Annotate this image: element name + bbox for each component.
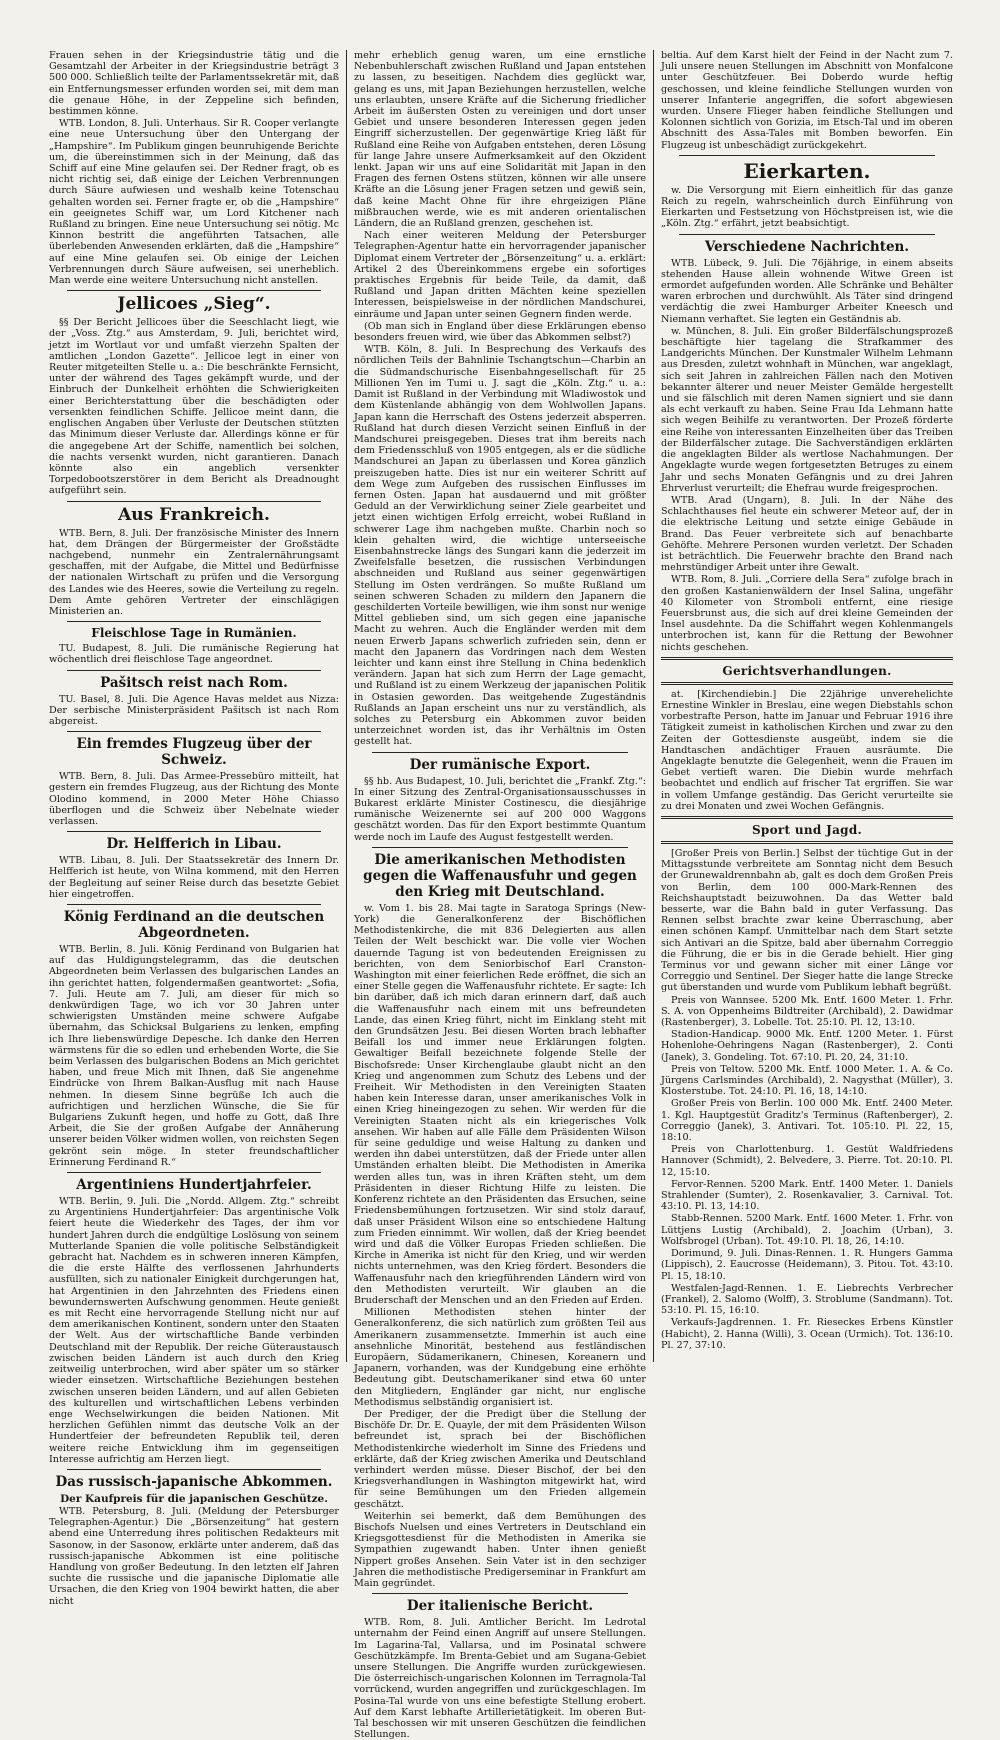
headline-sport: Sport und Jagd. — [751, 822, 863, 837]
headline-methodisten: Die amerikanischen Methodisten gegen die Waffenausfuhr und gegen den Krieg mit Deutschland. — [363, 851, 637, 900]
divider — [67, 731, 321, 732]
column-2 — [346, 50, 653, 1740]
article-paragraph: TU. Basel, 8. Juli. Die Agence Havas meldet aus Nizza: Der serbische Ministerpräsident Pašitsch ist nach Rom abgereist. — [49, 693, 339, 727]
article-paragraph: WTB. Bern, 8. Juli. Der französische Minister des Innern hat, dem Drängen der Bürgermeister der Großstädte nachgebend, nunmehr ein Zentralernährungsamt geschaffen, mit der Aufgabe, die Mittel und Bedürfnisse der nationalen Wirtschaft zu prüfen und die Versorgung des Landes wie des Heeres, sowie die Verteilung zu regeln. Dem Amte gehören Vertreter der einschlägigen Ministerien an. — [49, 527, 339, 617]
article-paragraph: (Ob man sich in England über diese Erklärungen ebenso besonders freuen wird, wie über das Abkommen selbst?) — [354, 320, 646, 344]
article-paragraph: WTB. Lübeck, 9. Juli. Die 76jährige, in einem abseits stehenden Hause allein wohnende Witwe Green ist ermordet aufgefunden worden. Alle Schränke und Behälter waren erbrochen und durchwühlt. Als Täter sind dringend verdächtig die zwei Hamburger Arbeiter Kneesch und Niemann verhaftet. Sie legten ein Geständnis ab. — [661, 257, 953, 325]
article-paragraph: TU. Budapest, 8. Juli. Die rumänische Regierung hat wöchentlich drei fleischlose Tage angeordnet. — [49, 643, 339, 666]
headline-pasitsch: Pašitsch reist nach Rom. — [100, 674, 288, 691]
race-result: Stadion-Handicap. 9000 Mk. Entf. 1200 Meter. 1. Fürst Hohenlohe-Oehringens Nagan (Rastenberger), 2. Conti (Janek), 3. Gondeling. Tot. 67:10. Pl. 20, 24, 31:10. — [661, 1029, 953, 1063]
article-paragraph: WTB. Köln, 8. Juli. In Besprechung des Verkaufs des nördlichen Teils der Bahnlinie Tschangtschun—Charbin an die Südmandschurische Eisenbahngesellschaft für 25 Millionen Yen im Tumi u. J. sagt die „Köln. Ztg.“ u. a.: Damit ist Rußland in der Verbindung mit Wladiwostok und dem Küstenlande abhängig von dem Wohlwollen Japans. Japan kann die Herrschaft des Ostens jederzeit absperren. Rußland hat durch diesen Verzicht seinen Einfluß in der Mandschurei preisgegeben. Dieses trat ihm bereits nach dem Friedensschluß von 1905 entgegen, als er die südliche Mandschurei an Japan zu überlassen und Korea gänzlich preiszugeben hatte. Dies ist nur ein weiterer Schritt auf dem Wege zum Aufgeben des russischen Einflusses im fernen Osten. Japan hat ausdauernd und mit größter Geduld an der Verwirklichung seiner Ziele gearbeitet und jetzt einen wichtigen Erfolg erreicht, wobei Rußland in schwerer Lage ihm nachgeben mußte. Charbin noch so klein gehalten wird, die wichtige unterseeische Eisenbahnstrecke längs des Sungari kann die jederzeit im Zweifelsfalle besetzen, die russischen Verbindungen abschneiden und Rußland aus seiner gegenwärtigen Stellung im Osten verdrängen. So mußte Rußland um seinen schweren Schaden zu mildern den Japanern die geschilderten Vorteile bewilligen, wie ihm sonst nur wenige Mittel geblieben sind, um sich gegen eine japanische Macht zu wehren. Auch die Engländer werden mit dem neuen Erwerb Japans schwerlich zufrieden sein, denn er macht den Japanern das Vordringen nach dem Westen leichter und kann einst ihre Stellung in China bedenklich verändern. Japan hat sich zum Herrn der Lage gemacht, und Rußland ist zu einem Werkzeug der japanischen Politik in Ostasien geworden. Das weitgehende Zugeständnis Rußlands an Japan erscheint uns nur zu verständlich, als solches zu Petersburg ein Abkommen zuvor beiden unterzeichnet worden ist, das ihr Verhältnis im Osten gestellt hat. — [354, 344, 646, 748]
headline-rumaenien: Fleischlose Tage in Rumänien. — [91, 626, 297, 641]
race-result: Fervor-Rennen. 5200 Mark. Entf. 1400 Meter. 1. Daniels Strahlender (Sumter), 2. Rosenkavalier, 3. Carnival. Tot. 43:10. Pl. 13, 14:10. — [661, 1178, 953, 1213]
headline-ferdinand: König Ferdinand an die deutschen Abgeordneten. — [63, 908, 325, 941]
article-paragraph: w. München, 8. Juli. Ein großer Bilderfälschungsprozeß beschäftigte hier tagelang die Strafkammer des Landgerichts München. Der Kunstmaler Wilhelm Lehmann aus Dresden, zuletzt wohnhaft in München, war angeklagt, sich seit Jahren in zahlreichen Fällen nach den Motiven bekannter älterer und neuer Meister Gemälde hergestellt und sie fälschlich mit deren Namen signiert und sie dann als echt verkauft zu haben. Seine Frau Ida Lehmann hatte sich wegen Beihilfe zu verantworten. Der Prozeß förderte eine Reihe von interessanten Einzelheiten über das Treiben der Bilderfälscher zutage. Die Sachverständigen erklärten die angeklagten Bilder als wertlose Nachahmungen. Der Angeklagte wurde wegen fortgesetzten Betruges zu einem Jahr und sechs Monaten Gefängnis und zu drei Jahren Ehrverlust verurteilt; die Ehefrau wurde freigesprochen. — [661, 325, 953, 494]
subheadline-abkommen: Der Kaufpreis für die japanischen Geschütze. — [60, 1492, 328, 1505]
race-results — [661, 995, 953, 1351]
divider — [67, 1172, 321, 1173]
article-paragraph: Millionen Methodisten stehen hinter der Generalkonferenz, die sich natürlich zum größten Teil aus Amerikanern zusammensetzte. Immerhin ist auch eine ansehnliche Minorität, bestehend aus festländischen Europäern, Südamerikanern, Chinesen, Koreanern und Japanern, vorhanden, was der Kundgebung eine erhöhte Bedeutung gibt. Deutschamerikaner sind etwa 60 unter den Mitgliedern, Engländer gar nicht, nur englische Methodismus selbständig organisiert ist. — [354, 1307, 646, 1408]
divider — [67, 290, 321, 291]
divider — [372, 1593, 628, 1594]
article-continuation: Frauen sehen in der Kriegsindustrie tätig und die Gesamtzahl der Arbeiter in der Kriegsindustrie beträgt 3 500 000. Schließlich teilte der Parlamentssekretär mit, daß ein Entfernungsmesser erfunden worden sei, mit dem man die genaue Höhe, in der Zeppeline sich befinden, bestimmen könne. — [49, 50, 339, 118]
divider — [372, 847, 628, 848]
article-paragraph: WTB. Petersburg, 8. Juli. (Meldung der Petersburger Telegraphen-Agentur.) Die „Börsenzeitung“ hat gestern abend eine Unterredung ihres politischen Redakteurs mit Sasonow, in der Sasonow, erklärte unter anderem, daß das russisch-japanische Abkommen ist eine politische Handlung von großer Bedeutung. In den letzten elf Jahren suchte die russische und die japanische Diplomatie alle Ursachen, die den Krieg von 1904 bewirkt hatten, die aber nicht — [49, 1505, 339, 1607]
race-result: Preis von Teltow. 5200 Mk. Entf. 1000 Meter. 1. A. & Co. Jürgens Carlsmindes (Archibald), 2. Nagysthat (Müller), 3. Klosterstube. Tot. 24:10. Pl. 16, 18, 14:10. — [661, 1063, 953, 1098]
race-result: Dorimund, 9. Juli. Dinas-Rennen. 1. R. Hungers Gamma (Lippisch), 2. Eaucrosse (Heidemann), 3. Pitou. Tot. 43:10. Pl. 15, 18:10. — [661, 1248, 953, 1282]
race-result: Preis von Charlottenburg. 1. Gestüt Waldfriedens Hannover (Schmidt), 2. Belvedere, 3. Pierre. Tot. 20:10. Pl. 12, 15:10. — [661, 1144, 953, 1178]
section-divider — [661, 657, 953, 660]
race-result: Westfalen-Jagd-Rennen. 1. E. Liebrechts Verbrecher (Frankel), 2. Salomo (Wolff), 3. Stroblume (Sandmann). Tot. 53:10. Pl. 15, 16:10. — [661, 1282, 953, 1317]
headline-jellicoe: Jellicoes „Sieg“. — [117, 294, 271, 315]
race-result: Preis von Wannsee. 5200 Mk. Entf. 1600 Meter. 1. Frhr. S. A. von Oppenheims Bildtreiter (Archibald), 2. Dawidmar (Rastenberger), 3. Lobelle. Tot. 25:10. Pl. 12, 13:10. — [661, 994, 953, 1029]
divider — [67, 904, 321, 905]
article-paragraph: [Großer Preis von Berlin.] Selbst der tüchtige Gut in der Mittagsstunde verbreitete am Sonntag nicht dem Besuch der Grunewaldrennbahn ab, galt es doch dem Großen Preis von Berlin, dem 100 000-Mark-Rennen des Reichshauptstadt beizuwohnen. Da das Wetter bald besserte, war die Bahn bald in guter Verfassung. Das Rennen selbst brachte zwar keine Überraschung, aber einen schönen Kampf. Unmittelbar nach dem Start setzte sich Antivari an die Spitze, bald aber übernahm Correggio die Führung, die er bis in die Gerade behielt. Hier ging Terminus vor und gewann sicher mit einer Länge vor Correggio und Sentinel. Der Sieger hatte die lange Strecke gut überstanden und wurde vom Publikum lebhaft begrüßt. — [661, 847, 953, 994]
article-paragraph: §§ hb. Aus Budapest, 10. Juli, berichtet die „Frankf. Ztg.“: In einer Sitzung des Zentral-Organisationsausschusses in Bukarest erklärte Minister Costinescu, die diesjährige rumänische Weizenernte sei auf 200 000 Waggons geschätzt worden. Das für den Export bestimmte Quantum werde noch im Laufe des August festgestellt werden. — [354, 775, 646, 843]
article-paragraph: at. [Kirchendiebin.] Die 22jährige unverehelichte Ernestine Winkler in Breslau, eine wegen Diebstahls schon vorbestrafte Person, hatte im Januar und Februar 1916 ihre Tätigkeit zumeist in katholischen Kirchen und zwar zu den Zeiten der Gottesdienste ausgeübt, indem sie die Handtaschen andächtiger Frauen ausräumte. Die Angeklagte benutzte die Gelegenheit, wenn die Frauen im Gebet vertieft waren. Die Diebin wurde mehrfach beobachtet und endlich auf frischer Tat ergriffen. Sie war in vollem Umfange geständig. Das Gericht verurteilte sie zu drei Monaten und zwei Wochen Gefängnis. — [661, 688, 953, 812]
article-paragraph: w. Vom 1. bis 28. Mai tagte in Saratoga Springs (New-York) die Generalkonferenz der Bischöflichen Methodistenkirche, die mit 836 Delegierten aus allen Teilen der Welt beschickt war. Die volle vier Wochen dauernde Tagung ist von bedeutenden Ereignissen zu berichten, von dem Seniorbischof Earl Cranston-Washington mit einer feierlichen Rede eröffnet, die sich an einer Stelle gegen die Waffenausfuhr richtete. Er sagte: Ich bin darüber, daß ich mich daran erinnern darf, daß auch die Waffenausfuhr nach einem mit uns befreundeten Lande, das einen Krieg führt, nicht im Einklang steht mit den Grundsätzen Jesu. Bei diesen Worten brach lebhafter Beifall los und immer neue Erklärungen folgten. Gewaltiger Beifall bezeichnete folgende Stelle der Bischofsrede: Unser Kirchenglaube glaubt nicht an den Krieg und angenommen zum Schutz des Lebens und der Freiheit. Wir Methodisten in den Vereinigten Staaten haben kein Interesse daran, unser amerikanisches Volk in einen Krieg hineingezogen zu sehen. Wir werden für die Vereinigten Staaten nicht als ein kriegerisches Volk ansehen. Wir haben auf alle Fälle dem Präsidenten Wilson für seine geduldige und weise Haltung zu danken und werden ihn dabei unterstützen, daß der Friede unter allen Umständen erhalten bleibt. Die Methodisten in Amerika werden alles tun, was in ihren Kräften steht, um dem Präsidenten in dieser Richtung Hilfe zu leisten. Die Konferenz richtete an den Präsidenten das Ersuchen, seine Friedensbemühungen fortzusetzen. Wir sind stolz darauf, daß unser Präsident Wilson eine so entschiedene Haltung zum Frieden einnimmt. Wir wollen, daß der Krieg beendet wird und daß die Völker Europas Frieden schließen. Die Kirche in Amerika ist nicht für den Krieg, und wir werden nichts unternehmen, was den Krieg fördert. Besonders die Waffenausfuhr nach den kriegführenden Ländern wird von den Methodisten verurteilt. Wir glauben an die Bruderschaft der Menschen und an den Frieden auf Erden. — [354, 902, 646, 1306]
headline-nachrichten: Verschiedene Nachrichten. — [704, 238, 910, 255]
article-paragraph: WTB. Berlin, 9. Juli. Die „Nordd. Allgem. Ztg.“ schreibt zu Argentiniens Hundertjahrfeier: Das argentinische Volk feiert heute die Wiederkehr des Tages, der ihm vor hundert Jahren durch die endgültige Loslösung von seinem Mutterlande Spanien die volle politische Selbständigkeit gebracht hat. Nachdem es in schweren inneren Kämpfen, die die erste Hälfte des verflossenen Jahrhunderts ausfüllten, sich zu nationaler Einigkeit durchgerungen hat, hat Argentinien in den Jahrzehnten des Friedens einen bewundernswerten Aufschwung genommen. Heute genießt es mit Recht eine hervorragende Stellung nicht nur auf dem amerikanischen Kontinent, sondern unter den Staaten der Welt. Aus der wirtschaftliche Bande verbinden Deutschland mit der Republik. Der reiche Güteraustausch zwischen beiden Ländern ist auch durch den Krieg zeitweilig unterbrochen, wird aber später um so stärker wieder einsetzen. Wirtschaftliche Beziehungen bestehen zwischen unseren beiden Ländern, und auf allen Gebieten des kulturellen und wirtschaftlichen Lebens verbinden enge Wechselwirkungen die beiden Nationen. Mit herzlichen Gefühlen nimmt das deutsche Volk an der Hundertfeier der befreundeten Republik teil, deren weitere reiche Entwicklung ihm im gegenseitigen Interesse aufrichtig am Herzen liegt. — [49, 1196, 339, 1465]
section-divider — [661, 841, 953, 844]
headline-flugzeug: Ein fremdes Flugzeug über der Schweiz. — [76, 736, 312, 769]
headline-abkommen: Das russisch-japanische Abkommen. — [55, 1473, 333, 1490]
article-continuation: mehr erheblich genug waren, um eine ernstliche Nebenbuhlerschaft zwischen Rußland und Japan entstehen zu lassen, zu beseitigen. Nachdem dies geglückt war, gelang es uns, mit Japan Beziehungen herzustellen, welche uns erlaubten, unsere Kräfte auf die Sicherung friedlicher Arbeit im äußersten Osten zu vereinigen und dort unser Gebiet und unsere besonderen Interessen gegen jeden Eingriff sicherzustellen. Der gegenwärtige Krieg läßt für Rußland eine Reihe von Aufgaben entstehen, deren Lösung für lange Jahre unsere Aufmerksamkeit auf den Okzident lenkt. Japan wir uns auf eine Solidarität mit Japan in den Fragen des fernen Ostens stützen, können wir alle unsere Kräfte an die Lösung jener Fragen setzen und gewiß sein, daß keine Macht Ohne für ihre ehrgeizigen Pläne mißbrauchen werde, wie es mit anderen orientalischen Ländern, die an Rußland grenzen, geschehen ist. — [354, 50, 646, 230]
column-1 — [42, 50, 346, 1607]
headline-eierkarten: Eierkarten. — [743, 158, 871, 183]
article-paragraph: Der Prediger, der die Predigt über die Stellung der Bischöfe Dr. Dr. E. Quayle, der mit dem Präsidenten Wilson befreundet ist, sprach bei der Bischöflichen Methodistenkirche wiederholt im Sinne des Friedens und erklärte, daß der Krieg zwischen Amerika und Deutschland verhindert werden müsse. Dieser Bischof, der bei den Kriegsverhandlungen in Washington mitgewirkt hat, wird für seine Bemühungen um den Frieden allgemein geschätzt. — [354, 1408, 646, 1510]
divider — [67, 831, 321, 832]
section-divider — [661, 816, 953, 819]
divider — [67, 621, 321, 622]
article-paragraph: Weiterhin sei bemerkt, daß dem Bemühungen des Bischofs Nuelsen und eines Vertreters in Deutschland ein Kriegsgottesdienst für die Methodisten in Amerika sie Sympathien zugewandt haben. Unter ihnen genießt Nippert großes Ansehen. Sein Vater ist in den sechziger Jahren die methodistische Predigerseminar in Frankfurt am Main gegründet. — [354, 1510, 646, 1589]
divider — [679, 155, 935, 156]
article-paragraph: WTB. Berlin, 8. Juli. König Ferdinand von Bulgarien hat auf das Huldigungstelegramm, das die deutschen Abgeordneten beim Verlassen des bulgarischen Landes an ihn gerichtet hatten, folgendermaßen geantwortet: „Sofia, 7. Juli. Heute am 7. Juli, am dieser für mich so denkwürdigen Tage, wo ich vor 30 Jahren unter schwierigsten Umständen meine schwere Aufgabe übernahm, das Schicksal Bulgariens zu lenken, empfing ich Ihre liebenswürdige Depesche. Ich danke den Herren wärmstens für die so edlen und erhebenden Worte, die Sie beim Verlassen des bulgarischen Bodens an Mich gerichtet haben, und freue Mich mit Ihnen, daß Sie angenehme Eindrücke von Ihrem Balkan-Ausflug mit nach Hause nehmen. In diesem Sinne begrüße Ich auch die aufrichtigen und herzlichen Wünsche, die Sie für Bulgariens Zukunft hegen, und hoffe zu Gott, daß Ihre Arbeit, die Sie der großen Aufgabe der Annäherung unserer beiden Völker widmen wollen, von reichsten Segen gekrönt sein möge. In steter freundschaftlicher Erinnerung Ferdinand R.“ — [49, 943, 339, 1168]
article-paragraph: WTB. London, 8. Juli. Unterhaus. Sir R. Cooper verlangte eine neue Untersuchung über den Untergang der „Hampshire“. Im Publikum gingen beunruhigende Berichte um, die übereinstimmen sich in der Meinung, daß das Schiff auf eine Mine gelaufen sei. Der Redner fragt, ob es nicht richtig sei, daß einige der Leichen Verbrennungen durch Säure aufwiesen und weshalb keine Totenschau gehalten worden sei. Ferner fragte er, ob die „Hampshire“ ein geeignetes Schiff war, um Lord Kitchener nach Rußland zu bringen. Eine neue Untersuchung sei nötig. Mc Kinnon bestritt die angeführten Tatsachen, alle überlebenden Anwesenden erklärten, daß die „Hampshire“ auf eine Mine gelaufen sei. Ob einige der Leichen Verbrennungen durch Säure aufweisen, sei unerheblich. Man werde eine weitere Untersuchung nicht anstellen. — [49, 118, 339, 287]
article-paragraph: WTB. Arad (Ungarn), 8. Juli. In der Nähe des Schlachthauses fiel heute ein schwerer Meteor auf, der in die elektrische Leitung und setzte einige Gebäude in Brand. Das Feuer verbreitete sich auf benachbarte Gehöfte. Mehrere Personen wurden verletzt. Der Schaden ist beträchtlich. Die Feuerwehr brachte den Brand nach mehrstündiger Arbeit unter ihre Gewalt. — [661, 494, 953, 574]
article-paragraph: §§ Der Bericht Jellicoes über die Seeschlacht liegt, wie der „Voss. Ztg.“ aus Amsterdam, 9. Juli, berichtet wird, jetzt im Wortlaut vor und umfaßt vierzehn Spalten der amtlichen „London Gazette“. Jellicoe legt in einer von Reuter mitgeteilten Stelle u. a.: Die beschränkte Fernsicht, unter der während des Tages gekämpft wurde, und der Einbruch der Dunkelheit erhöhten die Schwierigkeiten einer Berichterstattung über die beschädigten oder versenkten feindlichen Schiffe. Jellicoe meint dann, die englischen Angaben über Verluste der Deutschen stützten das Minimum dieser Verluste dar. Allerdings könne er für die angegebene Art der Schiffe, namentlich bei solchen, die nachts versenkt wurden, nicht garantieren. Danach könnte also ein angeblich versenkter Torpedobootszerstörer in dem Bericht als Dreadnought aufgeführt sein. — [49, 317, 339, 497]
section-divider — [661, 682, 953, 685]
article-paragraph: WTB. Rom, 8. Juli. Amtlicher Bericht. Im Ledrotal unternahm der Feind einen Angriff auf unsere Stellungen. Im Lagarina-Tal, Vallarsa, und im Posinatal schwere Geschützkämpfe. Im Brenta-Gebiet und am Sugana-Gebiet unsere Stellungen. Die Angriffe wurden zurückgewiesen. Die österreichisch-ungarischen Kolonnen im Terragnola-Tal vorrückend, wurden angegriffen und zurückgeschlagen. Im Posina-Tal wurde von uns eine befestigte Stellung erobert. Auf dem Karst lebhafte Artillerietätigkeit. Im oberen But-Tal beschossen wir mit unseren Geschützen die feindlichen Stellungen. — [354, 1617, 646, 1740]
headline-gericht: Gerichtsverhandlungen. — [722, 663, 892, 678]
divider — [67, 670, 321, 671]
article-paragraph: WTB. Rom, 8. Juli. „Corriere della Sera“ zufolge brach in den großen Kastanienwäldern der Insel Salina, ungefähr 40 Kilometer von Stromboli entfernt, eine riesige Feuersbrunst aus, die sich auf drei kleine Gemeinden der Insel ausdehnte. Da die Schiffahrt wegen Kohlenmangels unterbrochen ist, kann für die Rettung der Bewohner nichts geschehen. — [661, 574, 953, 653]
headline-helfferich: Dr. Helfferich in Libau. — [106, 836, 282, 853]
headline-italien: Der italienische Bericht. — [406, 1598, 594, 1615]
article-paragraph: WTB. Libau, 8. Juli. Der Staatssekretär des Innern Dr. Helfferich ist heute, von Wilna kommend, mit den Herren der Begleitung auf seiner Reise durch das besetzte Gebiet hier eingetroffen. — [49, 855, 339, 900]
race-result: Stabb-Rennen. 5200 Mark. Entf. 1600 Meter. 1. Frhr. von Lüttjens Lustig (Archibald), 2. Joachim (Urban), 3. Wolfsbrogel (Urban). Tot. 49:10. Pl. 18, 26, 14:10. — [661, 1213, 953, 1247]
divider — [67, 501, 321, 502]
column-container — [42, 50, 986, 1740]
divider — [67, 1469, 321, 1470]
race-result: Verkaufs-Jagdrennen. 1. Fr. Rieseckes Erbens Künstler (Habicht), 2. Hanna (Willi), 3. Ocean (Urmich). Tot. 136:10. Pl. 27, 37:10. — [661, 1317, 953, 1351]
race-result: Großer Preis von Berlin. 100 000 Mk. Entf. 2400 Meter. 1. Kgl. Hauptgestüt Graditz's Terminus (Raftenberger), 2. Correggio (Janek), 3. Antivari. Tot. 105:10. Pl. 22, 15, 18:10. — [661, 1098, 953, 1144]
article-paragraph: WTB. Bern, 8. Juli. Das Armee-Pressebüro mitteilt, hat gestern ein fremdes Flugzeug, aus der Richtung des Monte Olodino kommend, in 2000 Meter Höhe Chiasso überflogen und die Schweiz über Nebelnate wieder verlassen. — [49, 771, 339, 827]
article-paragraph: Nach einer weiteren Meldung der Petersburger Telegraphen-Agentur hatte ein hervorragender japanischer Diplomat einem Vertreter der „Börsenzeitung“ u. a. erklärt: Artikel 2 des Übereinkommens ergebe ein sofortiges praktisches Ergebnis für beide Teile, da damit, daß Rußland und Japan dritten Mächten keine speziellen Interessen, beispielsweise in der nördlichen Mandschurei, einräume und Japan unter seinen Gegnern finden werde. — [354, 230, 646, 320]
headline-argentinien: Argentiniens Hundertjahrfeier. — [76, 1177, 312, 1194]
headline-frankreich: Aus Frankreich. — [118, 504, 270, 525]
headline-export: Der rumänische Export. — [409, 756, 591, 773]
column-3 — [653, 50, 960, 1362]
article-continuation: beltia. Auf dem Karst hielt der Feind in der Nacht zum 7. Juli unsere neuen Stellungen im Abschnitt von Monfalcone unter Geschützfeuer. Bei Doberdo wurde heftig geschossen, und kleine feindliche Stellungen wurden von unserer Infanterie angegriffen, die sofort abgewiesen wurden. Unsere Flieger haben feindliche Stellungen und Kolonnen sichtlich von Gorizia, im Etsch-Tal und im oberen Abschnitt des Assa-Tales mit Bomben beworfen. Ein Flugzeug ist unbeschädigt zurückgekehrt. — [661, 50, 953, 151]
article-paragraph: w. Die Versorgung mit Eiern einheitlich für das ganze Reich zu regeln, wahrscheinlich durch Einführung von Eierkarten und Festsetzung von Höchstpreisen ist, wie die „Köln. Ztg.“ erfährt, jetzt beabsichtigt. — [661, 184, 953, 230]
divider — [372, 752, 628, 753]
divider — [679, 234, 935, 235]
